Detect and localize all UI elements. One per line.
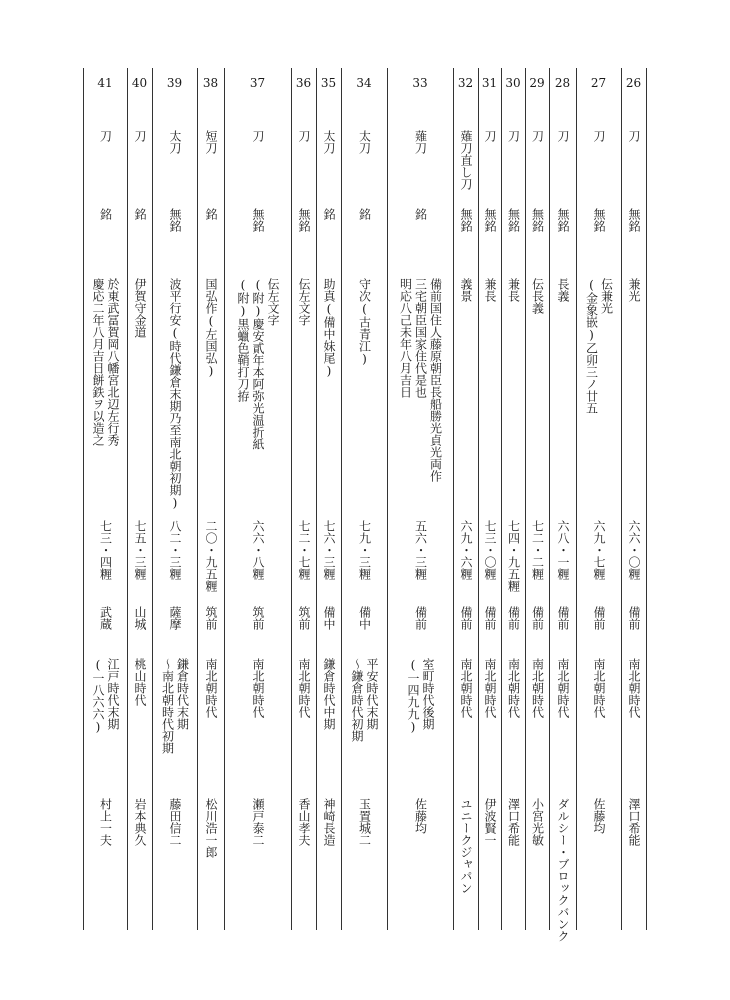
entry-length: 七三・四糎 <box>98 520 113 580</box>
entry-mei: 無銘 <box>251 208 265 232</box>
entry-owner: 香山孝夫 <box>297 798 311 846</box>
entry-inscription: 伊賀守金道 <box>133 278 147 338</box>
entry-inscription: 兼長 <box>483 278 497 302</box>
entry-column <box>224 68 291 930</box>
entry-inscription: 伝左文字 (附)慶安貳年本阿弥光温折紙 (附)黒蠟色鞘打刀拵 <box>236 278 280 450</box>
entry-column <box>621 68 646 930</box>
entry-type: 刀 <box>133 130 147 142</box>
entry-number: 31 <box>481 76 498 90</box>
entry-number: 30 <box>505 76 521 90</box>
entry-mei: 銘 <box>98 208 113 220</box>
entry-era: 南北朝時代 <box>627 658 641 718</box>
entry-number: 39 <box>166 76 183 90</box>
entry-length: 二〇・九五糎 <box>204 520 218 592</box>
entry-number: 37 <box>249 76 266 90</box>
entry-era: 室町時代後期 (一四九九) <box>406 658 435 734</box>
entry-number: 27 <box>590 76 607 90</box>
entry-inscription: 備前国住人藤原朝臣長船勝光貞光両作 三宅朝臣国家住代是也 明応八己未年八月吉日 <box>398 278 443 482</box>
entry-province: 備前 <box>530 606 545 630</box>
entry-type: 刀 <box>530 130 545 142</box>
entry-mei: 無銘 <box>459 208 473 232</box>
entry-length: 六六・八糎 <box>251 520 265 580</box>
entry-number: 40 <box>131 76 148 90</box>
entry-type: 刀 <box>251 130 265 142</box>
entry-column <box>83 68 127 930</box>
entry-inscription: 於東武冨賀岡八幡宮北辺左行秀 慶応二年八月吉日餅鉄ヲ以造之 <box>91 278 120 446</box>
entry-mei: 無銘 <box>506 208 521 232</box>
entry-era: 江戸時代末期 (一八六六) <box>91 658 120 734</box>
entry-length: 七四・九五糎 <box>506 520 521 592</box>
entry-type: 刀 <box>98 130 113 142</box>
column-rule <box>646 68 647 930</box>
entry-type: 刀 <box>506 130 521 142</box>
entry-length: 六九・七糎 <box>592 520 606 580</box>
entry-era: 南北朝時代 <box>204 658 218 718</box>
entry-number: 38 <box>202 76 219 90</box>
entry-era: 南北朝時代 <box>483 658 497 718</box>
entry-owner: 岩本典久 <box>133 798 147 846</box>
entry-type: 刀 <box>297 130 311 142</box>
entry-length: 六八・一糎 <box>556 520 570 580</box>
entry-inscription: 伝長義 <box>530 278 545 314</box>
entry-length: 六九・六糎 <box>459 520 473 580</box>
entry-era: 南北朝時代 <box>506 658 521 718</box>
entry-era: 南北朝時代 <box>251 658 265 718</box>
entry-owner: ダルシー・ブロックバンク <box>556 798 570 942</box>
entry-inscription: 義景 <box>459 278 473 302</box>
entry-province: 備中 <box>357 606 372 630</box>
entry-era: 平安時代末期 ～鎌倉時代初期 <box>350 658 379 742</box>
entry-owner: 伊波賢一 <box>483 798 497 846</box>
entry-era: 南北朝時代 <box>459 658 473 718</box>
entry-province: 備前 <box>483 606 497 630</box>
entry-owner: 小宮光敏 <box>530 798 545 846</box>
entry-mei: 銘 <box>204 208 218 220</box>
entry-type: 薙刀直し刀 <box>459 130 473 190</box>
entry-number: 41 <box>97 76 113 90</box>
entry-mei: 無銘 <box>627 208 641 232</box>
entry-mei: 銘 <box>413 208 428 220</box>
entry-era: 鎌倉時代末期 ～南北朝時代初期 <box>160 658 190 754</box>
entry-province: 山城 <box>133 606 147 630</box>
entry-mei: 無銘 <box>556 208 570 232</box>
entry-type: 短刀 <box>204 130 218 154</box>
entry-column <box>291 68 316 930</box>
entry-era: 鎌倉時代中期 <box>322 658 336 730</box>
entry-length: 七二・七糎 <box>297 520 311 580</box>
entry-number: 26 <box>625 76 642 90</box>
entry-province: 薩摩 <box>168 606 182 630</box>
entry-type: 太刀 <box>357 130 372 154</box>
entry-province: 筑前 <box>297 606 311 630</box>
entry-number: 28 <box>554 76 571 90</box>
entry-length: 七九・三糎 <box>357 520 372 580</box>
entry-owner: 村上一夫 <box>98 798 113 846</box>
entry-number: 35 <box>320 76 337 90</box>
entry-mei: 無銘 <box>168 208 182 232</box>
entry-column <box>549 68 576 942</box>
entry-owner: 藤田信二 <box>168 798 182 846</box>
entry-province: 筑前 <box>204 606 218 630</box>
entry-mei: 銘 <box>133 208 147 220</box>
entry-owner: 松川浩一郎 <box>204 798 218 858</box>
entry-type: 刀 <box>627 130 641 142</box>
entry-province: 備前 <box>592 606 606 630</box>
entry-column <box>341 68 387 930</box>
entry-era: 南北朝時代 <box>297 658 311 718</box>
entry-inscription: 波平行安(時代鎌倉末期乃至南北朝初期) <box>168 278 182 510</box>
entry-owner: 瀬戸泰二 <box>251 798 265 846</box>
entry-type: 刀 <box>483 130 497 142</box>
entry-length: 七二・二糎 <box>530 520 545 580</box>
entry-column <box>316 68 341 930</box>
entry-column <box>127 68 152 930</box>
entry-province: 備中 <box>322 606 336 630</box>
entry-inscription: 長義 <box>556 278 570 302</box>
entry-era: 南北朝時代 <box>556 658 570 718</box>
entry-mei: 無銘 <box>530 208 545 232</box>
entry-column <box>152 68 197 930</box>
entry-mei: 無銘 <box>297 208 311 232</box>
entry-province: 備前 <box>413 606 428 630</box>
entry-length: 六六・〇糎 <box>627 520 641 580</box>
entry-column <box>576 68 621 930</box>
entry-province: 武蔵 <box>98 606 113 630</box>
entry-column <box>197 68 224 930</box>
entry-owner: 玉置城二 <box>357 798 372 846</box>
entry-column <box>453 68 478 930</box>
entry-length: 七三・〇糎 <box>483 520 497 580</box>
entry-province: 備前 <box>556 606 570 630</box>
entry-number: 29 <box>529 76 545 90</box>
entry-column <box>478 68 501 930</box>
entry-length: 五六・三糎 <box>413 520 428 580</box>
entry-length: 七六・三糎 <box>322 520 336 580</box>
entry-mei: 無銘 <box>483 208 497 232</box>
entry-province: 備前 <box>506 606 521 630</box>
entry-mei: 銘 <box>322 208 336 220</box>
entry-inscription: 守次(古青江) <box>357 278 372 366</box>
entry-type: 薙刀 <box>413 130 428 154</box>
entry-length: 八二・三糎 <box>168 520 182 580</box>
entry-number: 34 <box>356 76 372 90</box>
entry-inscription: 兼光 <box>627 278 641 302</box>
entry-inscription: 兼長 <box>506 278 521 302</box>
entry-era: 南北朝時代 <box>530 658 545 718</box>
entry-owner: 神崎長造 <box>322 798 336 846</box>
entry-mei: 銘 <box>357 208 372 220</box>
entry-province: 筑前 <box>251 606 265 630</box>
entry-era: 桃山時代 <box>133 658 147 706</box>
entry-inscription: 国弘作(左国弘) <box>204 278 218 378</box>
entry-owner: 澤口希能 <box>627 798 641 846</box>
entry-type: 刀 <box>556 130 570 142</box>
entry-owner: 佐藤均 <box>592 798 606 834</box>
entry-type: 太刀 <box>322 130 336 154</box>
entry-inscription: 伝左文字 <box>297 278 311 326</box>
entry-owner: 澤口希能 <box>506 798 521 846</box>
entry-column <box>525 68 549 930</box>
entry-type: 刀 <box>592 130 606 142</box>
entry-inscription: 伝兼光 (金象嵌)乙卯三ノ廿五 <box>584 278 614 414</box>
entry-length: 七五・三糎 <box>133 520 147 580</box>
entry-number: 33 <box>412 76 428 90</box>
entry-type: 太刀 <box>168 130 182 154</box>
entry-mei: 無銘 <box>592 208 606 232</box>
entry-column <box>501 68 525 930</box>
entry-column <box>387 68 453 930</box>
entry-owner: ユニークジャパン <box>459 798 473 894</box>
entry-number: 32 <box>457 76 474 90</box>
entry-era: 南北朝時代 <box>592 658 606 718</box>
entry-number: 36 <box>295 76 312 90</box>
entry-province: 備前 <box>627 606 641 630</box>
entry-province: 備前 <box>459 606 473 630</box>
entry-owner: 佐藤均 <box>413 798 428 834</box>
entry-inscription: 助真(備中妹尾) <box>322 278 336 378</box>
